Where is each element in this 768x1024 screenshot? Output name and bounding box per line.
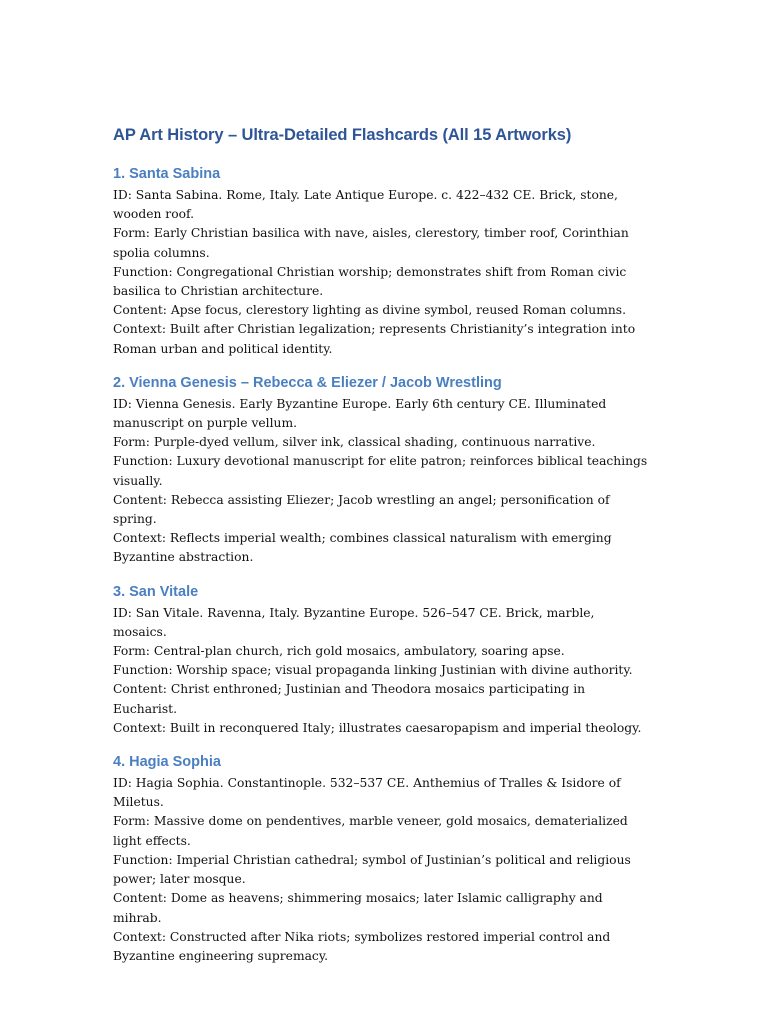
- section-heading: 4. Hagia Sophia: [113, 754, 221, 771]
- function-line: Function: Luxury devotional manuscript for elite patron; reinforces biblical teachings visually.: [113, 454, 648, 488]
- form-line: Form: Early Christian basilica with nave, aisles, clerestory, timber roof, Corinthian spolia columns.: [113, 226, 629, 260]
- content-line: Content: Apse focus, clerestory lighting as divine symbol, reused Roman columns.: [113, 303, 627, 318]
- context-line: Context: Constructed after Nika riots; symbolizes restored imperial control and Byzantine engineering supremacy.: [113, 929, 611, 963]
- flashcard-section: [113, 373, 648, 568]
- document-title: AP Art History – Ultra-Detailed Flashcards (All 15 Artworks): [113, 126, 572, 144]
- context-line: Context: Built after Christian legalization; represents Christianity’s integration into Roman urban and political identity.: [113, 322, 636, 356]
- section-heading: 3. San Vitale: [113, 583, 199, 600]
- function-line: Function: Congregational Christian worship; demonstrates shift from Roman civic basilica to Christian architecture.: [113, 264, 627, 299]
- flashcard-section: [113, 164, 648, 359]
- content-line: Content: Dome as heavens; shimmering mosaics; later Islamic calligraphy and mihrab.: [113, 891, 603, 925]
- id-line: ID: Hagia Sophia. Constantinople. 532–537 CE. Anthemius of Tralles & Isidore of Miletus.: [113, 776, 621, 810]
- function-line: Function: Imperial Christian cathedral; symbol of Justinian’s political and religious power; later mosque.: [113, 852, 631, 887]
- content-line: Content: Rebecca assisting Eliezer; Jacob wrestling an angel; personification of spring.: [113, 492, 610, 527]
- context-line: Context: Reflects imperial wealth; combines classical naturalism with emerging Byzantine abstraction.: [113, 531, 612, 565]
- id-line: ID: Vienna Genesis. Early Byzantine Europe. Early 6th century CE. Illuminated manuscript on purple vellum.: [113, 396, 607, 431]
- id-line: ID: Santa Sabina. Rome, Italy. Late Antique Europe. c. 422–432 CE. Brick, stone, wooden roof.: [113, 188, 618, 222]
- flashcard-section: [113, 752, 648, 966]
- document-page: [113, 124, 648, 980]
- flashcard-section: [113, 582, 648, 738]
- form-line: Form: Purple-dyed vellum, silver ink, classical shading, continuous narrative.: [113, 435, 596, 450]
- content-line: Content: Christ enthroned; Justinian and Theodora mosaics participating in Eucharist.: [113, 682, 586, 716]
- section-heading: 1. Santa Sabina: [113, 166, 221, 182]
- form-line: Form: Central-plan church, rich gold mosaics, ambulatory, soaring apse.: [113, 644, 565, 659]
- context-line: Context: Built in reconquered Italy; illustrates caesaropapism and imperial theology.: [113, 720, 642, 735]
- form-line: Form: Massive dome on pendentives, marble veneer, gold mosaics, dematerialized light effects.: [113, 814, 628, 848]
- section-heading: 2. Vienna Genesis – Rebecca & Eliezer / Jacob Wrestling: [113, 374, 502, 391]
- function-line: Function: Worship space; visual propaganda linking Justinian with divine authority.: [113, 663, 633, 678]
- id-line: ID: San Vitale. Ravenna, Italy. Byzantine Europe. 526–547 CE. Brick, marble, mosaics.: [113, 605, 595, 639]
